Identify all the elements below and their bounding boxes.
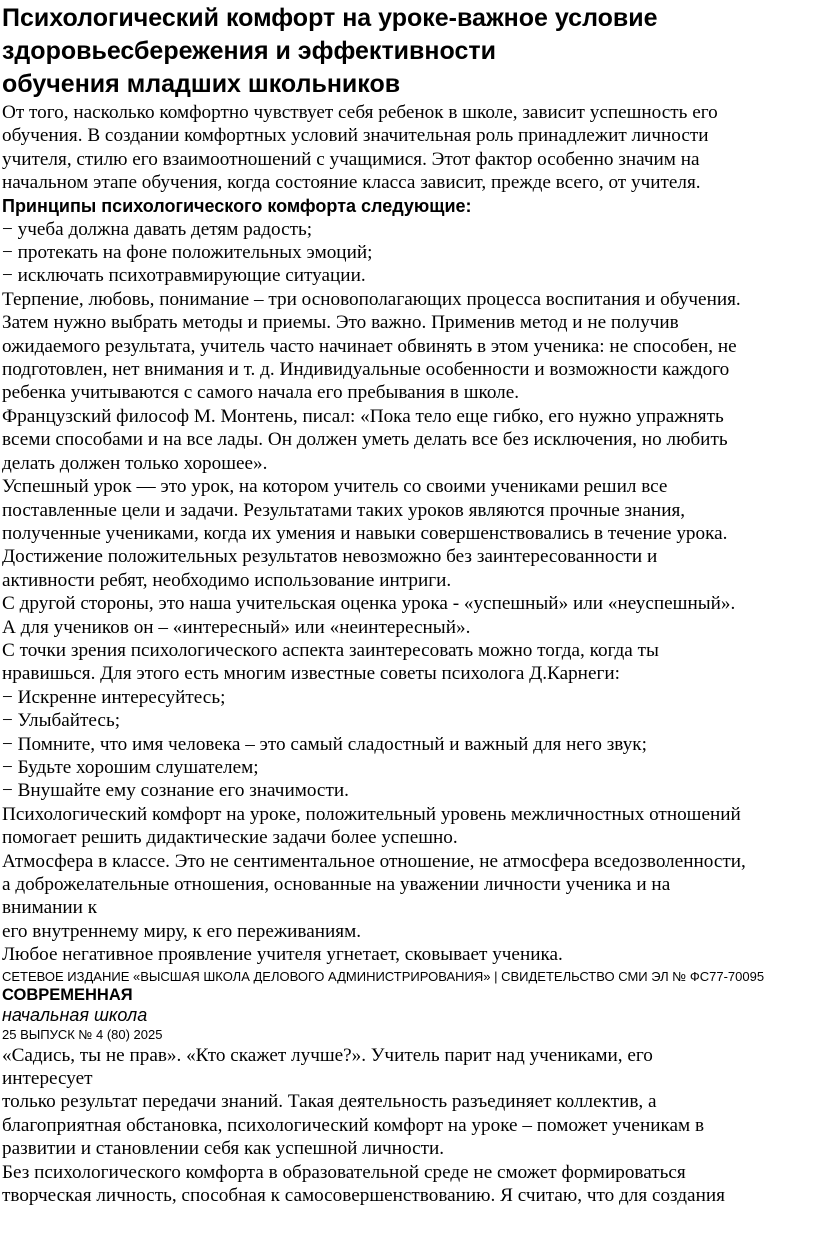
text-line: внимании к — [2, 897, 98, 919]
text-line: помогает решить дидактические задачи более успешно. — [2, 827, 458, 849]
text-line: А для учеников он – «интересный» или «неинтересный». — [2, 616, 471, 638]
article-title — [2, 2, 810, 101]
text-line: делать должен только хорошее». — [2, 452, 268, 474]
advice-list — [2, 686, 810, 803]
title-line: обучения младших школьников — [2, 70, 401, 98]
text-line: С точки зрения психологического аспекта заинтересовать можно тогда, когда ты — [2, 639, 659, 661]
sit-down-paragraph — [2, 1044, 810, 1161]
text-line: его внутреннему миру, к его переживаниям. — [2, 920, 362, 942]
journal-name: СОВРЕМЕННАЯ — [2, 985, 133, 1004]
text-line: Достижение положительных результатов невозможно без заинтересованности и — [2, 546, 658, 568]
text-line: «Садись, ты не прав». «Кто скажет лучше?». Учитель парит над учениками, его — [2, 1044, 653, 1066]
list-item: − протекать на фоне положительных эмоций; — [2, 242, 373, 264]
negative-paragraph — [2, 943, 810, 966]
patience-paragraph — [2, 288, 810, 405]
text-line: благоприятная обстановка, психологический комфорт на уроке – поможет ученикам в — [2, 1114, 705, 1136]
text-line: а доброжелательные отношения, основанные на уважении личности ученика и на — [2, 874, 671, 895]
principles-list — [2, 218, 810, 288]
list-item: − Улыбайтесь; — [2, 710, 121, 732]
principles-heading: Принципы психологического комфорта следующие: — [2, 195, 472, 216]
title-line: здоровьесбережения и эффективности — [2, 37, 496, 65]
journal-issue: 25 ВЫПУСК № 4 (80) 2025 — [2, 1026, 163, 1042]
title-line: Психологический комфорт на уроке-важное условие — [2, 4, 658, 32]
list-item: − Искренне интересуйтесь; — [2, 686, 226, 708]
text-line: нравишься. Для этого есть многим известные советы психолога Д.Карнеги: — [2, 663, 620, 685]
text-line: Французский философ М. Монтень, писал: «Пока тело еще гибко, его нужно упражнять — [2, 405, 724, 427]
intro-paragraph — [2, 101, 810, 195]
text-line: активности ребят, необходимо использование интриги. — [2, 569, 452, 591]
atmosphere-paragraph — [2, 850, 810, 944]
montaigne-paragraph — [2, 405, 810, 475]
text-line: От того, насколько комфортно чувствует себя ребенок в школе, зависит успешность его — [2, 102, 718, 123]
list-item: − Внушайте ему сознание его значимости. — [2, 780, 349, 802]
text-line: Атмосфера в классе. Это не сентиментальное отношение, не атмосфера вседозволенности, — [2, 850, 746, 872]
journal-publisher-line: СЕТЕВОЕ ИЗДАНИЕ «ВЫСШАЯ ШКОЛА ДЕЛОВОГО АДМИНИСТРИРОВАНИЯ» | СВИДЕТЕЛЬСТВО СМИ ЭЛ № ФС77-70095 — [2, 968, 765, 984]
list-item: − Помните, что имя человека – это самый сладостный и важный для него звук; — [2, 733, 647, 755]
text-line: Без психологического комфорта в образовательной среде не сможет формироваться — [2, 1161, 686, 1183]
text-line: интересует — [2, 1068, 93, 1090]
without-comfort-paragraph — [2, 1161, 810, 1208]
text-line: начальном этапе обучения, когда состояние класса зависит, прежде всего, от учителя. — [2, 172, 701, 194]
carnegie-paragraph — [2, 639, 810, 686]
text-line: поставленные цели и задачи. Результатами таких уроков являются прочные знания, — [2, 499, 686, 521]
evaluation-paragraph — [2, 592, 810, 639]
list-item: − учеба должна давать детям радость; — [2, 218, 313, 240]
list-item: − Будьте хорошим слушателем; — [2, 756, 259, 778]
success-paragraph — [2, 475, 810, 592]
comfort-paragraph — [2, 803, 810, 850]
text-line: обучения. В создании комфортных условий значительная роль принадлежит личности — [2, 125, 709, 147]
text-line: Затем нужно выбрать методы и приемы. Это важно. Применив метод и не получив — [2, 312, 679, 334]
text-line: С другой стороны, это наша учительская оценка урока - «успешный» или «неуспешный». — [2, 593, 736, 615]
text-line: ребенка учитываются с самого начала его пребывания в школе. — [2, 382, 520, 404]
journal-header — [2, 967, 810, 1044]
text-line: Любое негативное проявление учителя угнетает, сковывает ученика. — [2, 944, 563, 966]
text-line: ожидаемого результата, учитель часто начинает обвинять в этом ученика: не способен, не — [2, 335, 737, 357]
text-line: полученные учениками, когда их умения и навыки совершенствовались в течение урока. — [2, 522, 728, 544]
text-line: творческая личность, способная к самосовершенствованию. Я считаю, что для создания — [2, 1185, 725, 1207]
text-line: Успешный урок — это урок, на котором учитель со своими учениками решил все — [2, 476, 668, 498]
text-line: Терпение, любовь, понимание – три основополагающих процесса воспитания и обучения. — [2, 288, 741, 310]
text-line: только результат передачи знаний. Такая деятельность разъединяет коллектив, а — [2, 1091, 657, 1113]
text-line: развитии и становлении себя как успешной личности. — [2, 1138, 445, 1160]
text-line: всеми способами и на все лады. Он должен уметь делать все без исключения, но любить — [2, 429, 728, 451]
text-line: учителя, стилю его взаимоотношений с учащимися. Этот фактор особенно значим на — [2, 148, 700, 170]
journal-subname: начальная школа — [2, 1004, 148, 1025]
text-line: подготовлен, нет внимания и т. д. Индивидуальные особенности и возможности каждого — [2, 359, 730, 381]
text-line: Психологический комфорт на уроке, положительный уровень межличностных отношений — [2, 803, 741, 825]
list-item: − исключать психотравмирующие ситуации. — [2, 265, 366, 287]
